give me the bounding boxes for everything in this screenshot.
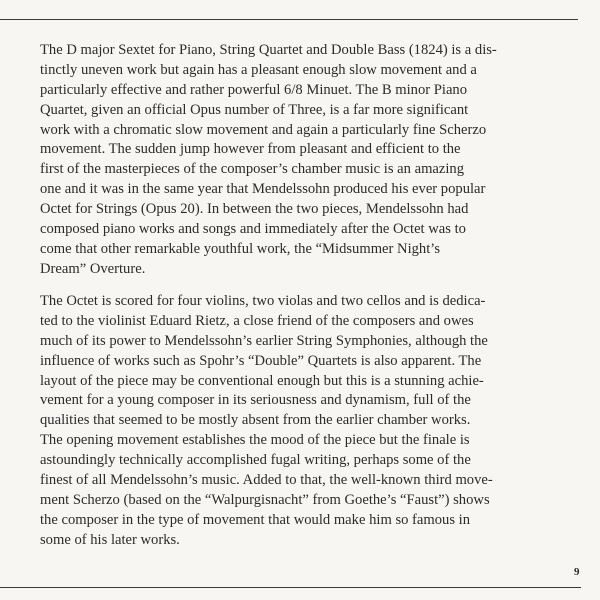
text-line: first of the masterpieces of the composer’s chamber music is an amazing [40,161,465,178]
text-line: one and it was in the same year that Mendelssohn produced his ever popular [40,181,486,198]
text-line: much of its power to Mendelssohn’s earlier String Symphonies, although the [40,332,488,349]
text-line: influence of works such as Spohr’s “Double” Quartets is also apparent. The [40,352,482,369]
text-line: Dream” Overture. [40,260,146,277]
text-line: ted to the violinist Eduard Rietz, a close friend of the composers and owes [40,312,474,329]
text-line: composed piano works and songs and immediately after the Octet was to [40,221,466,238]
text-line: qualities that seemed to be mostly absent from the earlier chamber works. [40,412,471,429]
text-line: ment Scherzo (based on the “Walpurgisnacht” from Goethe’s “Faust”) shows [40,491,490,508]
text-line: astoundingly technically accomplished fugal writing, perhaps some of the [40,452,471,469]
paragraph-2 [40,292,580,551]
page-number: 9 [574,566,580,578]
text-line: The Octet is scored for four violins, two violas and two cellos and is dedica- [40,293,486,309]
text-line: work with a chromatic slow movement and again a particularly fine Scherzo [40,121,487,138]
text-line: The opening movement establishes the mood of the piece but the finale is [40,432,470,449]
text-line: finest of all Mendelssohn’s music. Added to that, the well-known third move- [40,472,493,489]
text-line: layout of the piece may be conventional enough but this is a stunning achie- [40,372,484,389]
text-line: Octet for Strings (Opus 20). In between the two pieces, Mendelssohn had [40,201,469,218]
text-line: some of his later works. [40,531,180,548]
text-line: Quartet, given an official Opus number of Three, is a far more significant [40,101,469,118]
text-line: tinctly uneven work but again has a pleasant enough slow movement and a [40,61,477,78]
text-line: come that other remarkable youthful work, the “Midsummer Night’s [40,240,441,257]
paragraph-1 [40,41,580,280]
text-line: movement. The sudden jump however from pleasant and efficient to the [40,141,461,158]
text-line: particularly effective and rather powerful 6/8 Minuet. The B minor Piano [40,81,468,98]
text-line: the composer in the type of movement that would make him so famous in [40,511,471,528]
top-rule [0,19,578,20]
text-line: vement for a young composer in its seriousness and dynamism, full of the [40,392,471,409]
bottom-rule [0,587,581,588]
text-line: The D major Sextet for Piano, String Quartet and Double Bass (1824) is a dis- [40,42,497,58]
